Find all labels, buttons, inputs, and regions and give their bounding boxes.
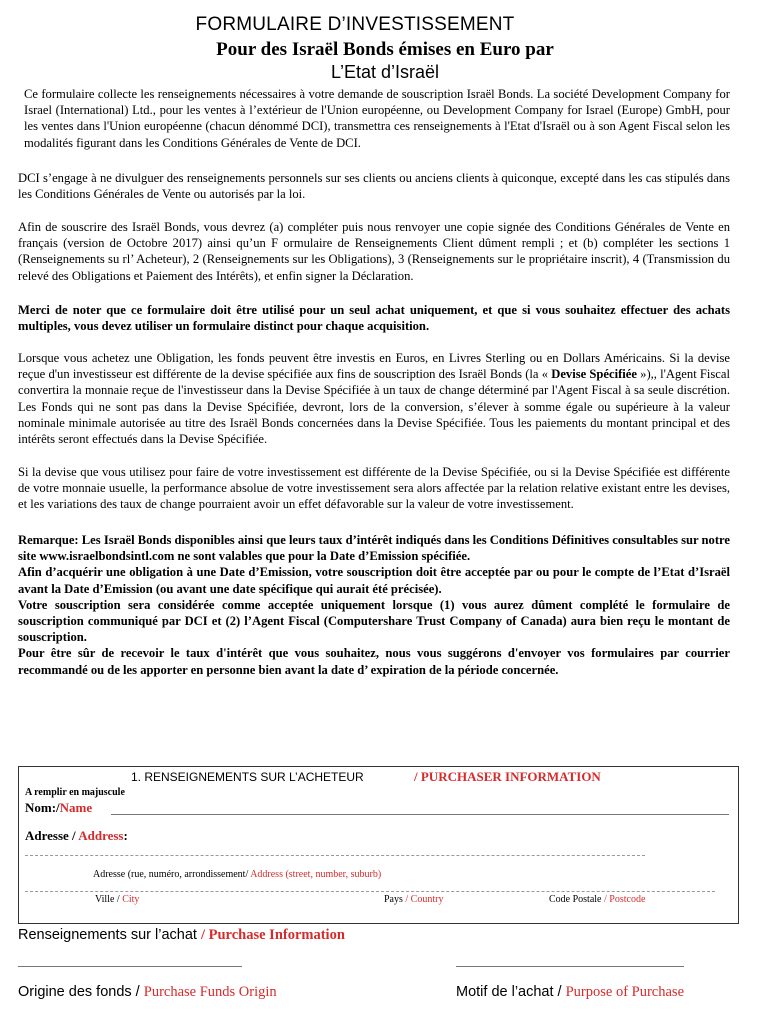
address-street-field[interactable] xyxy=(25,855,645,856)
intro-paragraph-3: Afin de souscrire des Israël Bonds, vous devrez (a) compléter puis nous renvoyer une copie signée des Conditions Générales de Vente en français (version de Octobre 2017) ainsi qu’un F ormulaire de Renseignements Client dûment rempli ; et (b) compléter les sections 1 (Renseignements su rl’ Acheteur), 2 (Renseignements sur les Obligations), 3 (Renseignements sur le propriétaire inscrit), 4 (Transmission du relevé des Obligations et Paiement des Intérêts), et enfin signer la Déclaration. xyxy=(18,220,730,283)
funds-origin-field[interactable] xyxy=(18,966,242,967)
country-label: Pays / Country xyxy=(384,894,444,905)
form-title: FORMULAIRE D’INVESTISSEMENT xyxy=(195,14,515,35)
exchange-risk-paragraph: Si la devise que vous utilisez pour faire de votre investissement est différente de la Devise Spécifiée, ou si la Devise Spécifiée est différente de votre monnaie usuelle, la performance absolue de votre investissement sera alors affectée par la relation relative existant entre les devises, et les variations des taux de change pourraient avoir un effet défavorable sur la valeur de votre investissement. xyxy=(18,465,730,512)
intro-paragraph-1: Ce formulaire collecte les renseignements nécessaires à votre demande de souscription Israël Bonds. La société Development Company for Israel (International) Ltd., pour les ventes à l’extérieur de l'Union européenne, ou Development Company for Israel (Europe) GmbH, pour les ventes dans l'Union européenne (chacun dénommé DCI), transmettra ces renseignements à l'Etat d'Israël ou à son Agent Fiscal selon les modalités figurant dans les Conditions Générales de Vente de DCI. xyxy=(24,87,730,150)
city-label: Ville / City xyxy=(95,894,140,905)
issuer-name: L’Etat d’Israël xyxy=(330,62,440,82)
postcode-label: Code Postale / Postcode xyxy=(549,894,646,905)
purchase-information-heading: Renseignements sur l’achat / Purchase Information xyxy=(18,927,345,943)
form-subtitle: Pour des Israël Bonds émises en Euro par xyxy=(216,39,554,60)
remark-line-2: Afin d’acquérir une obligation à une Date d’Emission, votre souscription doit être acceptée par ou pour le compte de l’Etat d’Israël avant la Date d’Emission (ou avant une date spécifique qui aurait été précisée). xyxy=(18,565,730,596)
purchase-purpose-label: Motif de l’achat / Purpose of Purchase xyxy=(456,984,685,1000)
remark-line-3: Votre souscription sera considérée comme acceptée uniquement lorsque (1) vous aurez dûment complété le formulaire de souscription communiqué par DCI et (2) l’Agent Fiscal (Computershare Trust Company of Canada) aura bien reçu le montant de souscription. xyxy=(18,597,730,645)
name-field[interactable] xyxy=(111,814,729,815)
remark-block xyxy=(18,532,730,678)
remark-line-1: Remarque: Les Israël Bonds disponibles ainsi que leurs taux d’intérêt indiqués dans les Conditions Définitives consultables sur notre site www.israelbondsintl.com ne sont valables que pour la Date d’Emission spécifiée. xyxy=(18,533,731,564)
intro-paragraph-2: DCI s’engage à ne divulguer des renseignements personnels sur ses clients ou anciens clients à quiconque, excepté dans les cas stipulés dans les Conditions Générales de Vente ou autorisés par la loi. xyxy=(18,171,730,202)
purchase-purpose-field[interactable] xyxy=(456,966,684,967)
address-label: Adresse / Address: xyxy=(25,828,128,843)
specified-currency-term: Devise Spécifiée xyxy=(551,367,637,382)
address-city-country-field[interactable] xyxy=(25,891,715,892)
currency-paragraph: Lorsque vous achetez une Obligation, les fonds peuvent être investis en Euros, en Livres Sterling ou en Dollars Américains. Si la devise reçue d'un investisseur est différente de la devise spécifiée aux fins de souscription des Israël Bonds (la « Devise Spécifiée »),, l'Agent Fiscal convertira la monnaie reçue de l'investisseur dans la Devise Spécifiée à un taux de change déterminé par l'Agent Fiscal à sa seule discrétion. Les Fonds qui ne sont pas dans la Devise Spécifiée, devront, lors de la conversion, s’élever à somme égale ou supérieure à la valeur nominale minimale autorisée au titre des Israël Bonds concernées dans la Devise Spécifiée. Tous les paiements du montant principal et des intérêts seront effectués dans la Devise Spécifiée. xyxy=(18,351,730,447)
funds-origin-label: Origine des fonds / Purchase Funds Origin xyxy=(18,984,277,1000)
name-label: Nom:/Name xyxy=(25,800,93,815)
remark-line-4: Pour être sûr de recevoir le taux d'intérêt que vous souhaitez, nous vous suggérons d'envoyer vos formulaires par courrier recommandé ou de les apporter en personne bien avant la date d’ expiration de la période concernée. xyxy=(18,646,730,677)
purchaser-information-section: 1. RENSEIGNEMENTS SUR L’ACHETEUR / PURCHASER INFORMATION A remplir en majuscule Nom:/Name Adresse / Address: Adresse (rue, numéro, arrondissement/ Address (street, number, suburb) Ville / City Pays / Country Code Postale / Postcode xyxy=(18,766,739,924)
caps-note: A remplir en majuscule xyxy=(25,787,125,798)
address-hint: Adresse (rue, numéro, arrondissement/ Address (street, number, suburb) xyxy=(93,869,382,880)
single-purchase-notice: Merci de noter que ce formulaire doit être utilisé pour un seul achat uniquement, et que si vous souhaitez effectuer des achats multiples, vous devez utiliser un formulaire distinct pour chaque acquisition. xyxy=(18,303,730,334)
